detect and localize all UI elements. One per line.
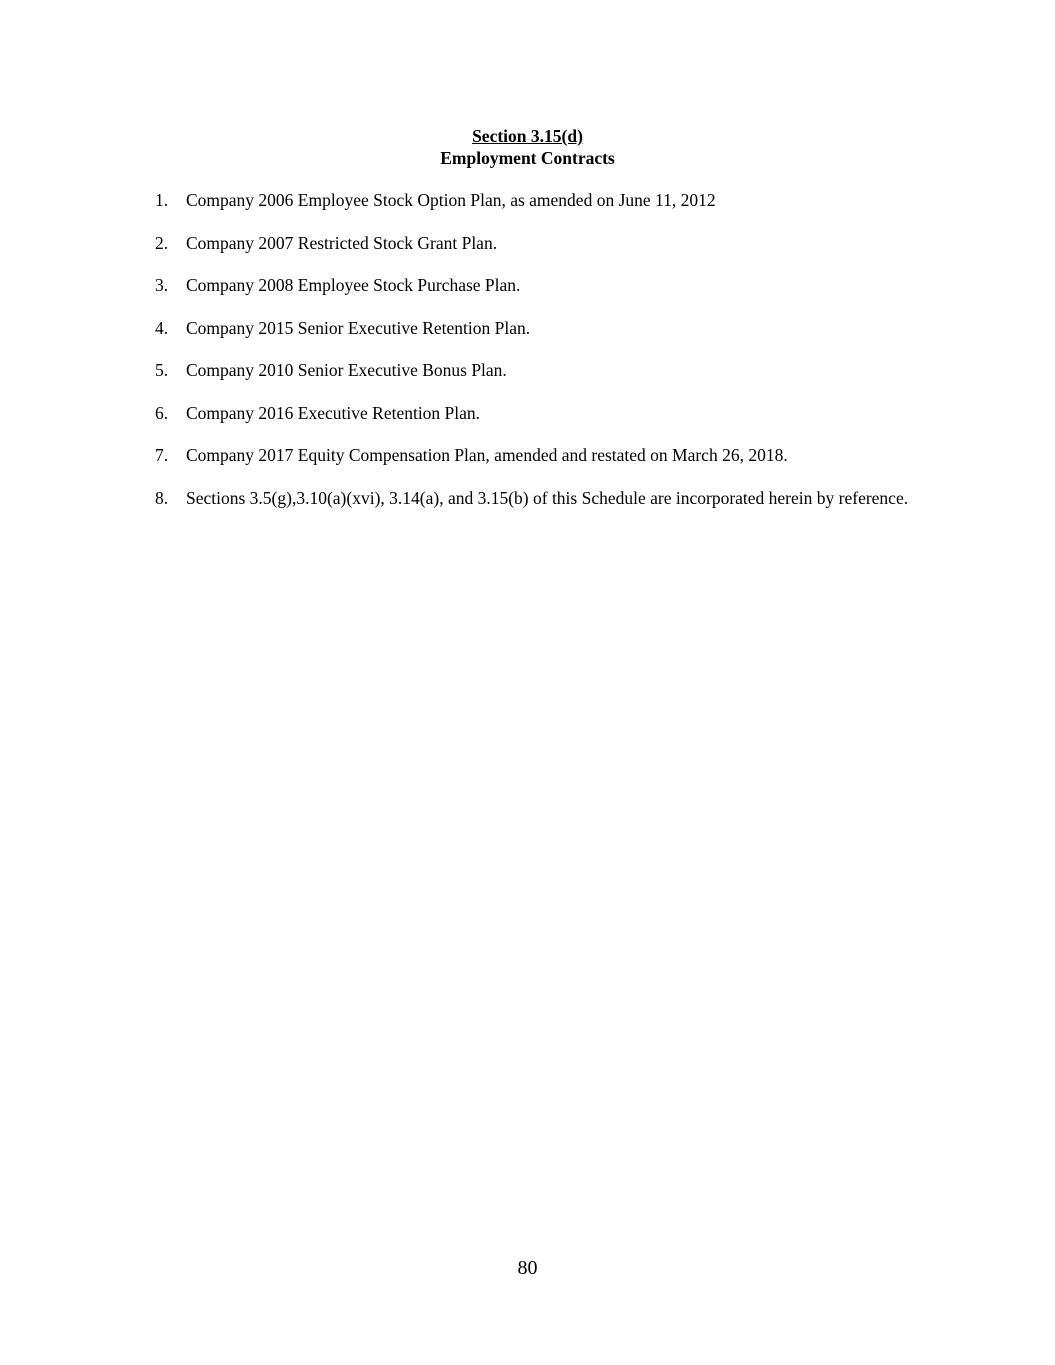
list-item-text: Company 2006 Employee Stock Option Plan, as amended on June 11, 2012 [186, 190, 716, 210]
list-item-number: 8. [155, 488, 169, 508]
list-item-number: 1. [155, 190, 169, 210]
list-item-number: 4. [155, 318, 169, 338]
list-item-number: 5. [155, 360, 169, 380]
list-item-text: Company 2015 Senior Executive Retention Plan. [186, 318, 531, 338]
list-item [155, 444, 930, 466]
list-item [155, 189, 930, 211]
list-item-number: 2. [155, 233, 169, 253]
list-item [155, 487, 930, 509]
page-number: 80 [517, 1257, 538, 1279]
list-item-text: Company 2017 Equity Compensation Plan, amended and restated on March 26, 2018. [186, 445, 788, 465]
list-item [155, 317, 930, 339]
list-item [155, 232, 930, 254]
list-item-text: Company 2008 Employee Stock Purchase Plan. [186, 275, 521, 295]
document-subtitle: Employment Contracts [440, 148, 615, 168]
section-title: Section 3.15(d) [472, 126, 583, 146]
list-item-number: 3. [155, 275, 169, 295]
list-item-number: 6. [155, 403, 169, 423]
list-item [155, 274, 930, 296]
list-item-text: Company 2007 Restricted Stock Grant Plan. [186, 233, 498, 253]
list-item-text: Company 2010 Senior Executive Bonus Plan. [186, 360, 507, 380]
list-item-text: Company 2016 Executive Retention Plan. [186, 403, 481, 423]
list-item [155, 402, 930, 424]
list-item-text: Sections 3.5(g),3.10(a)(xvi), 3.14(a), and 3.15(b) of this Schedule are incorporated herein by reference. [186, 488, 909, 508]
list-item-number: 7. [155, 445, 169, 465]
list-item [155, 359, 930, 381]
